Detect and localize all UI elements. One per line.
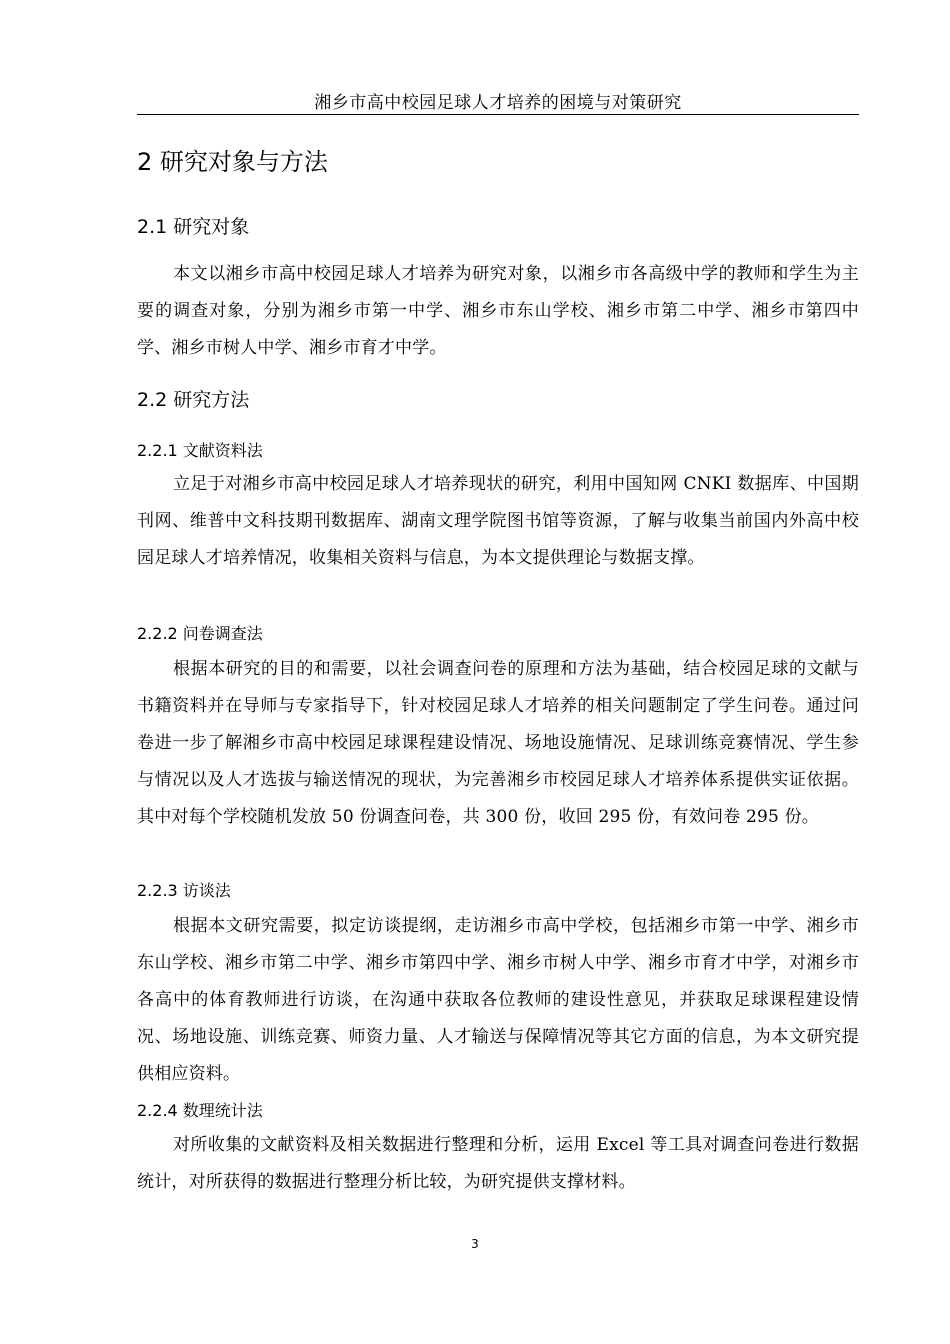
paragraph-literature: 立足于对湘乡市高中校园足球人才培养现状的研究，利用中国知网 CNKI 数据库、中国期刊网、维普中文科技期刊数据库、湖南文理学院图书馆等资源，了解与收集当前国内外高中校园足球人才培养情况，收集相关资料与信息，为本文提供理论与数据支撑。 [137,474,859,568]
header-divider [137,114,859,115]
running-header: 湘乡市高中校园足球人才培养的困境与对策研究 [314,93,682,113]
page-number: 3 [471,1237,479,1251]
method-title-questionnaire: 2.2.2 问卷调查法 [137,624,263,643]
method-title-literature: 2.2.1 文献资料法 [137,441,263,460]
paragraph-research-object: 本文以湘乡市高中校园足球人才培养为研究对象，以湘乡市各高级中学的教师和学生为主要的调查对象，分别为湘乡市第一中学、湘乡市东山学校、湘乡市第二中学、湘乡市第四中学、湘乡市树人中学、湘乡市育才中学。 [137,264,859,358]
method-title-interview: 2.2.3 访谈法 [137,881,231,900]
paragraph-interview: 根据本文研究需要，拟定访谈提纲，走访湘乡市高中学校，包括湘乡市第一中学、湘乡市东山学校、湘乡市第二中学、湘乡市第四中学、湘乡市树人中学、湘乡市育才中学，对湘乡市各高中的体育教师进行访谈，在沟通中获取各位教师的建设性意见，并获取足球课程建设情况、场地设施、训练竞赛、师资力量、人才输送与保障情况等其它方面的信息，为本文研究提供相应资料。 [137,916,859,1084]
method-title-statistics: 2.2.4 数理统计法 [137,1101,263,1120]
section-title: 2 研究对象与方法 [137,148,328,176]
subsection-title-research-methods: 2.2 研究方法 [137,389,250,411]
paragraph-questionnaire: 根据本研究的目的和需要，以社会调查问卷的原理和方法为基础，结合校园足球的文献与书籍资料并在导师与专家指导下，针对校园足球人才培养的相关问题制定了学生问卷。通过问卷进一步了解湘乡市高中校园足球课程建设情况、场地设施情况、足球训练竞赛情况、学生参与情况以及人才选拔与输送情况的现状，为完善湘乡市校园足球人才培养体系提供实证依据。其中对每个学校随机发放 50 份调查问卷，共 300 份，收回 295 份，有效问卷 295 份。 [137,659,859,827]
paragraph-statistics: 对所收集的文献资料及相关数据进行整理和分析，运用 Excel 等工具对调查问卷进行数据统计，对所获得的数据进行整理分析比较，为研究提供支撑材料。 [137,1135,859,1192]
subsection-title-research-object: 2.1 研究对象 [137,216,250,238]
